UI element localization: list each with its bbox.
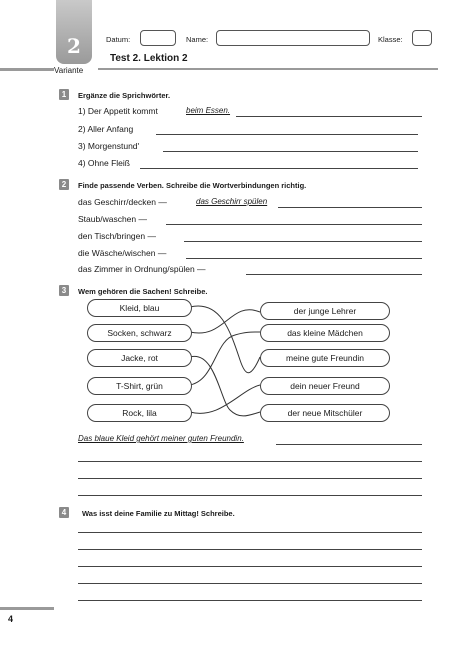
answer-line[interactable] xyxy=(78,532,422,533)
footer-rule xyxy=(0,607,54,610)
task3-number: 3 xyxy=(59,285,69,296)
variant-number: 2 xyxy=(67,34,81,58)
match-left-item[interactable]: Kleid, blau xyxy=(87,299,192,317)
task1-item-1: 1) Der Appetit kommt xyxy=(78,106,158,116)
answer-line[interactable] xyxy=(78,566,422,567)
task1-instruction: Ergänze die Sprichwörter. xyxy=(78,91,171,100)
name-label: Name: xyxy=(186,35,209,44)
variant-label: Variante xyxy=(54,66,84,75)
task1-item-3: 3) Morgenstund' xyxy=(78,141,140,151)
task2-item-1: das Geschirr/decken — xyxy=(78,197,167,207)
task2-number: 2 xyxy=(59,179,69,190)
match-right-item[interactable]: meine gute Freundin xyxy=(260,349,390,367)
task4-number: 4 xyxy=(59,507,69,518)
match-left-item[interactable]: Socken, schwarz xyxy=(87,324,192,342)
match-right-item[interactable]: das kleine Mädchen xyxy=(260,324,390,342)
task4-instruction: Was isst deine Familie zu Mittag! Schreibe. xyxy=(82,509,235,518)
task2-item-2: Staub/waschen — xyxy=(78,214,147,224)
answer-line[interactable] xyxy=(78,600,422,601)
datum-label: Datum: xyxy=(106,35,131,44)
task1-item-2: 2) Aller Anfang xyxy=(78,124,134,134)
test-title: Test 2. Lektion 2 xyxy=(110,53,188,64)
task1-answer-1: beim Essen. xyxy=(186,106,231,115)
answer-line[interactable] xyxy=(78,495,422,496)
answer-line[interactable] xyxy=(78,549,422,550)
task1-item-4: 4) Ohne Fleiß xyxy=(78,158,130,168)
answer-line[interactable] xyxy=(78,583,422,584)
match-left-item[interactable]: T-Shirt, grün xyxy=(87,377,192,395)
answer-line[interactable] xyxy=(78,478,422,479)
task2-item-4: die Wäsche/wischen — xyxy=(78,248,167,258)
task3-example-answer: Das blaue Kleid gehört meiner guten Freundin. xyxy=(78,434,244,443)
answer-line[interactable] xyxy=(78,461,422,462)
task3-instruction: Wem gehören die Sachen! Schreibe. xyxy=(78,287,208,296)
match-left-item[interactable]: Rock, lila xyxy=(87,404,192,422)
task2-item-5: das Zimmer in Ordnung/spülen — xyxy=(78,264,206,274)
klasse-label: Klasse: xyxy=(378,35,403,44)
task2-answer-1: das Geschirr spülen xyxy=(196,197,268,206)
task2-instruction: Finde passende Verben. Schreibe die Wortverbindungen richtig. xyxy=(78,181,307,190)
task2-item-3: den Tisch/bringen — xyxy=(78,231,156,241)
answer-line[interactable] xyxy=(276,444,422,445)
task1-number: 1 xyxy=(59,89,69,100)
match-right-item[interactable]: der junge Lehrer xyxy=(260,302,390,320)
match-right-item[interactable]: der neue Mitschüler xyxy=(260,404,390,422)
match-left-item[interactable]: Jacke, rot xyxy=(87,349,192,367)
match-right-item[interactable]: dein neuer Freund xyxy=(260,377,390,395)
page-number: 4 xyxy=(8,614,14,624)
